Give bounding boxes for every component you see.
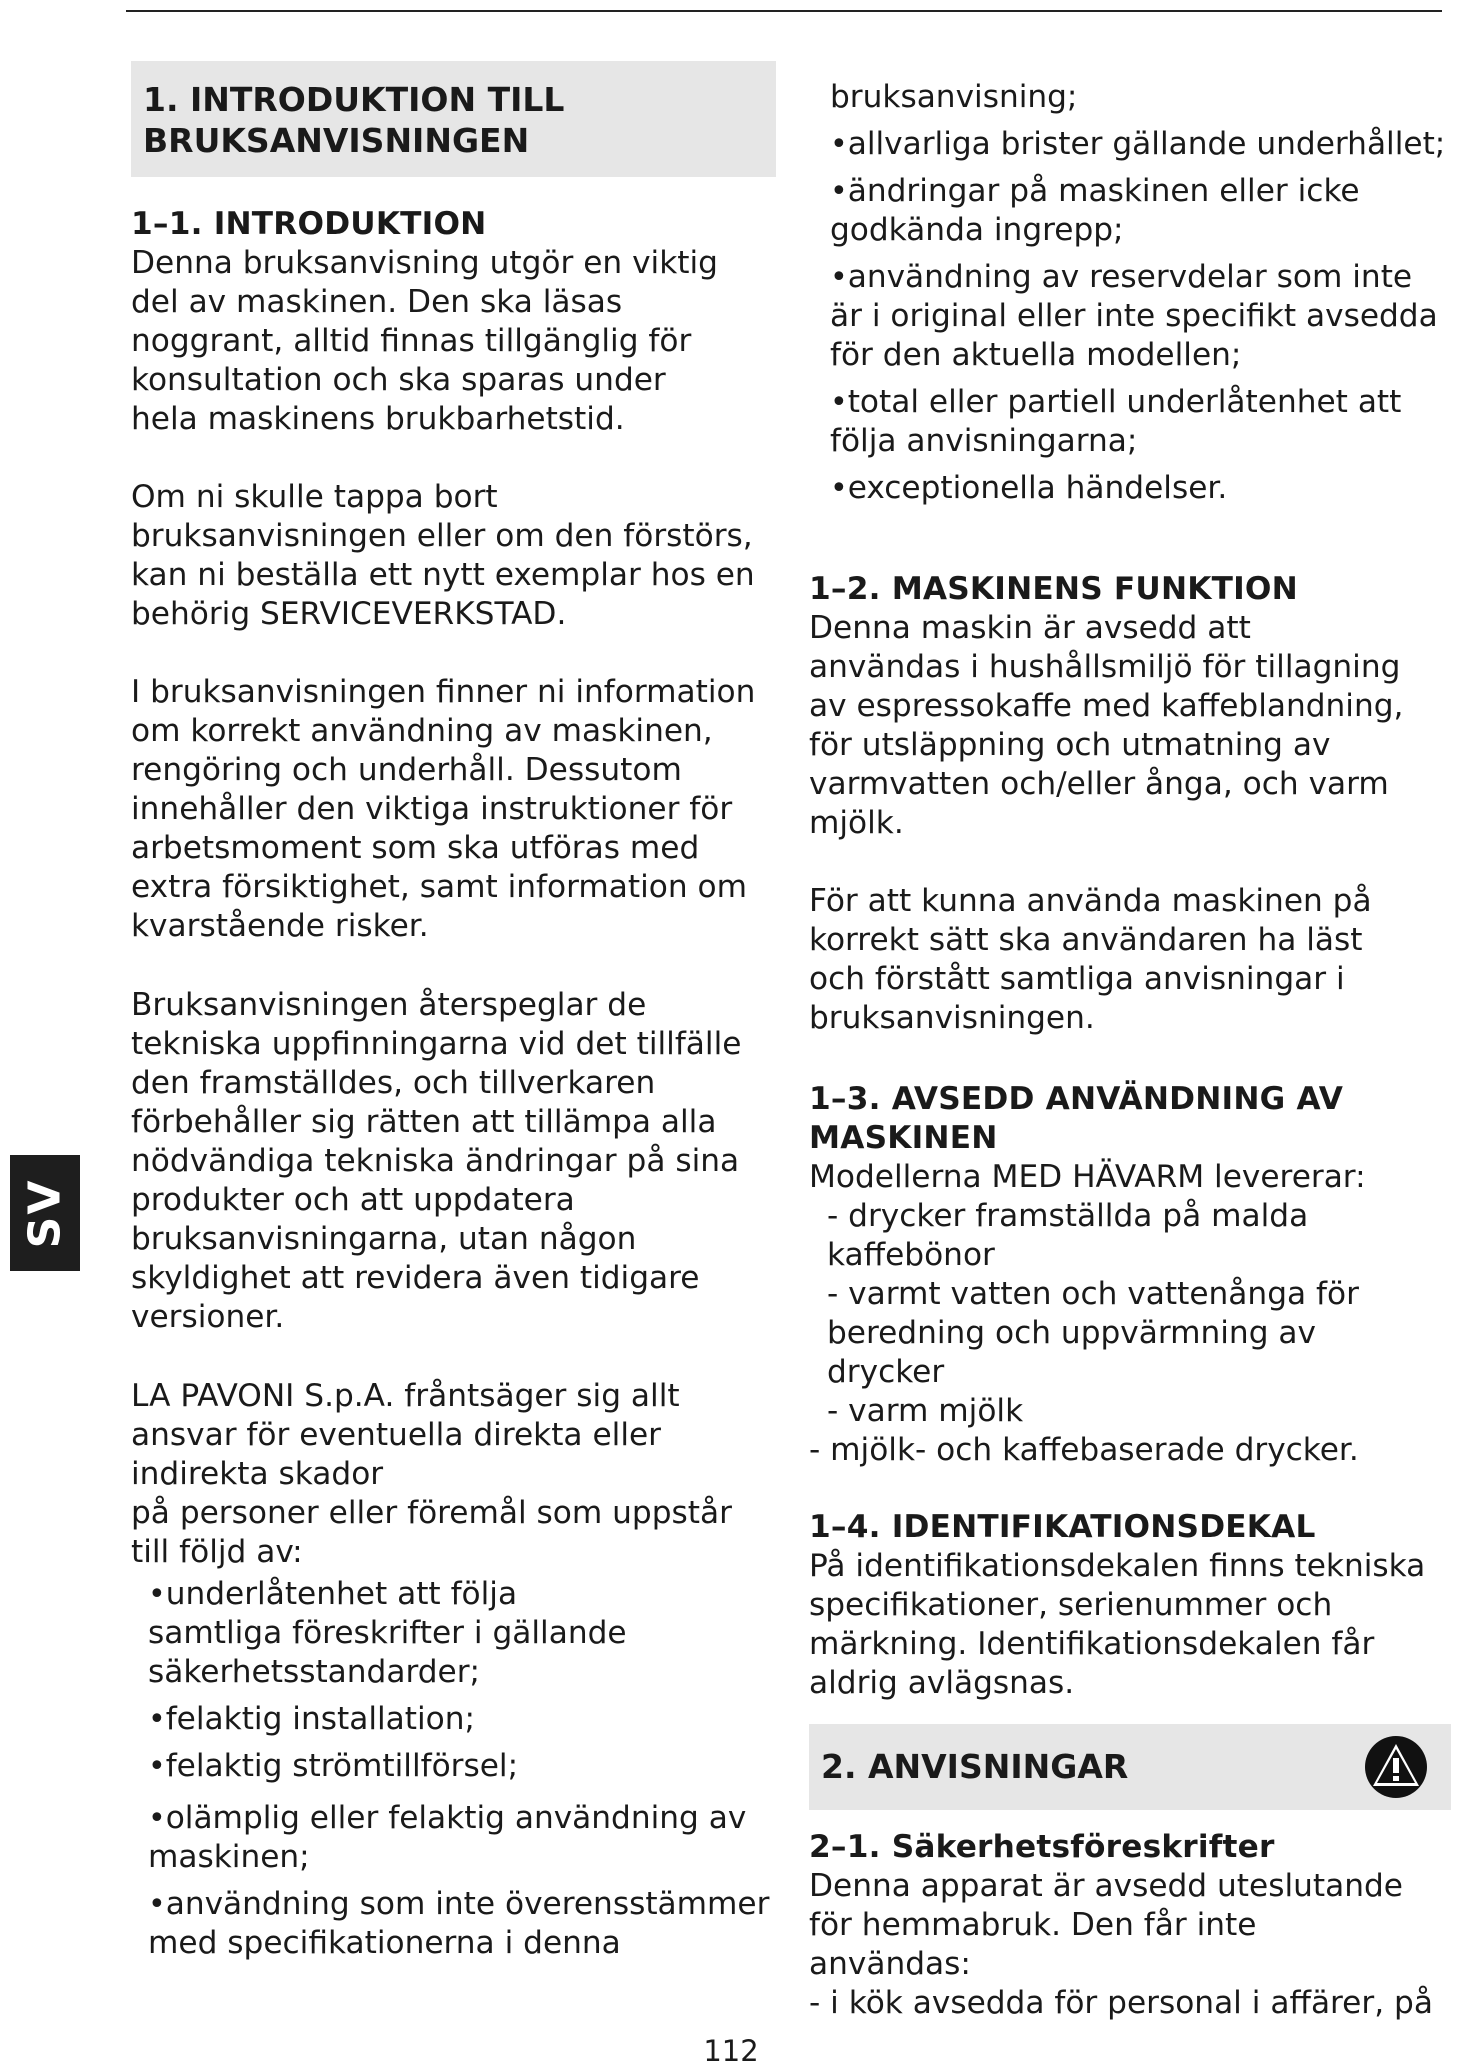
section-2-1-heading: 2–1. Säkerhetsföreskrifter [809,1829,1275,1865]
paragraph: Bruksanvisningen återspeglar de tekniska uppfinningarna vid det tillfälle den framställdes, och tillverkaren förbehåller sig rätten att tillämpa alla nödvändiga tekniska ändringar på sina produkter och att uppdatera bruksanvisningarna, utan någon skyldighet att revidera även tidigare versioner. [131,987,742,1335]
warning-icon [1359,1734,1433,1800]
list-item: •total eller partiell underlåtenhet att följa anvisningarna; [830,384,1402,459]
paragraph: Denna maskin är avsedd att användas i hushållsmiljö för tillagning av espressokaffe med kaffeblandning, för utsläppning och utmatning av varmvatten och/eller ånga, och varm mjölk. [809,610,1404,841]
section-1-3-heading: 1–3. AVSEDD ANVÄNDNING AV MASKINEN [809,1081,1344,1156]
section-1-4 [809,1508,1451,1703]
list-item: •olämplig eller felaktig användning av maskinen; [148,1800,747,1875]
continued-line: bruksanvisning; [830,79,1078,115]
list-item: •ändringar på maskinen eller icke godkända ingrepp; [830,173,1360,248]
paragraph: LA PAVONI S.p.A. fråntsäger sig allt ansvar för eventuella direkta eller indirekta skador [131,1378,680,1492]
list-item: •felaktig installation; [148,1701,476,1737]
paragraph: På identifikationsdekalen finns tekniska specifikationer, serienummer och märkning. Identifikationsdekalen får aldrig avlägsnas. [809,1548,1426,1701]
paragraph: Om ni skulle tappa bort bruksanvisningen eller om den förstörs, kan ni beställa ett nytt exemplar hos en behörig SERVICEVERKSTAD. [131,479,755,632]
list-item: - varmt vatten och vattenånga för beredning och uppvärmning av drycker [827,1276,1359,1390]
paragraph: - i kök avsedda för personal i affärer, på [809,1985,1433,2021]
section-2-title-box [809,1724,1451,1810]
list-item: •exceptionella händelser. [830,470,1228,506]
list-item: - varm mjölk [827,1393,1024,1429]
paragraph: I bruksanvisningen finner ni information om korrekt användning av maskinen, rengöring och underhåll. Dessutom innehåller den viktiga instruktioner för arbetsmoment som ska utföras med extra försiktighet, samt information om kvarstående risker. [131,674,756,944]
section-1-1-heading: 1–1. INTRODUKTION [131,206,487,242]
paragraph: För att kunna använda maskinen på korrekt sätt ska användaren ha läst och förstått samtliga anvisningar i bruksanvisningen. [809,883,1372,1036]
list-item: •allvarliga brister gällande underhållet; [830,126,1446,162]
list-item: - drycker framställda på malda kaffebönor [827,1198,1309,1273]
section-2-title: 2. ANVISNINGAR [821,1747,1129,1786]
language-tab [10,1155,80,1271]
top-rule [126,10,1442,12]
paragraph: på personer eller föremål som uppstår till följd av: [131,1495,732,1570]
section-1-title: 1. INTRODUKTION TILL BRUKSANVISNINGEN [143,80,565,160]
paragraph: Modellerna MED HÄVARM levererar: [809,1159,1366,1195]
section-2-1 [809,1828,1451,2023]
list-item: •felaktig strömtillförsel; [148,1748,519,1784]
left-bullet-list [148,1575,776,1963]
section-1-title-box [131,61,776,177]
list-item: •användning av reservdelar som inte är i original eller inte specifikt avsedda för den aktuella modellen; [830,259,1438,373]
section-1-2 [809,570,1451,843]
paragraph: Denna apparat är avsedd uteslutande för hemmabruk. Den får inte användas: [809,1868,1403,1982]
language-tab-label: SV [19,1178,71,1248]
section-1-3 [809,1080,1451,1470]
section-1-2-heading: 1–2. MASKINENS FUNKTION [809,571,1298,607]
right-bullet-list [830,78,1450,508]
paragraph: Denna bruksanvisning utgör en viktig del av maskinen. Den ska läsas noggrant, alltid finnas tillgänglig för konsultation och ska sparas under hela maskinens brukbarhetstid. [131,245,718,437]
list-item: •användning som inte överensstämmer med specifikationerna i denna [148,1886,770,1961]
section-1-4-heading: 1–4. IDENTIFIKATIONSDEKAL [809,1509,1316,1545]
list-item: •underlåtenhet att följa samtliga föreskrifter i gällande säkerhetsstandarder; [148,1576,627,1690]
section-1-1 [131,205,776,439]
list-item: - mjölk- och kaffebaserade drycker. [809,1432,1359,1468]
page-number: 112 [703,2034,759,2068]
